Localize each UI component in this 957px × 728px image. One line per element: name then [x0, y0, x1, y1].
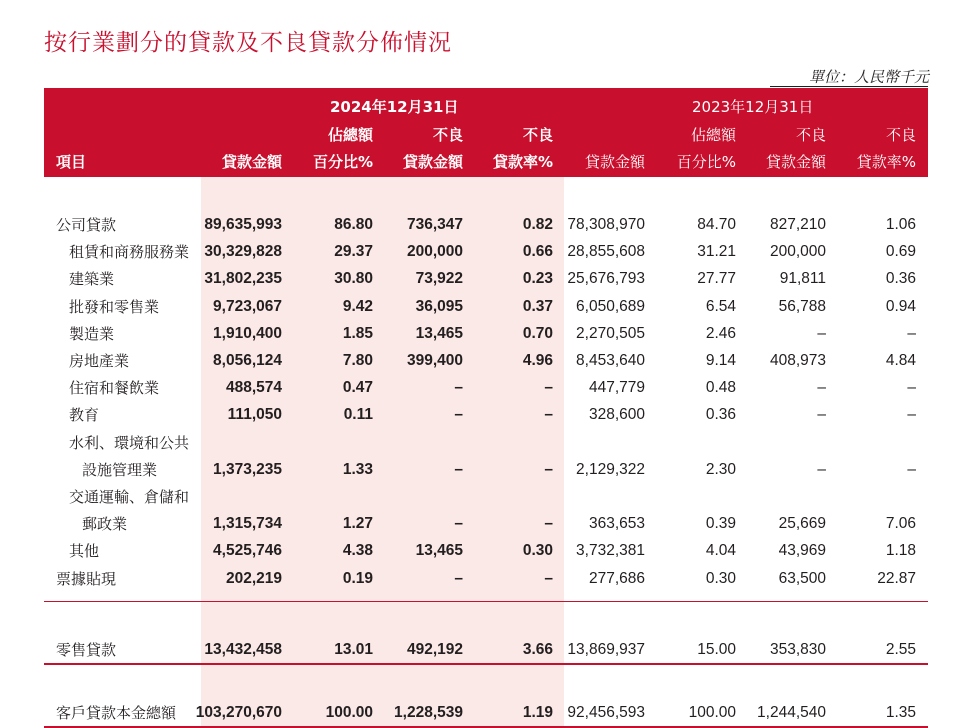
row-6-cell-5: 0.48 [705, 379, 736, 396]
row-11-cell-3: – [544, 515, 553, 532]
row-5-cell-5: 9.14 [705, 352, 736, 369]
retail-row-cell-7: 2.55 [885, 641, 916, 658]
row-12-cell-7: 1.18 [885, 542, 916, 559]
row-2-cell-3: 0.23 [522, 270, 553, 287]
retail-row-cell-5: 15.00 [697, 641, 736, 658]
row-7-cell-6: – [817, 406, 826, 423]
header-2024-col-2-line1: 不良 [432, 126, 463, 144]
row-2-cell-4: 25,676,793 [567, 270, 645, 287]
row-13-cell-4: 277,686 [588, 570, 645, 587]
row-13-cell-3: – [544, 570, 553, 587]
row-4-cell-5: 2.46 [705, 325, 736, 342]
row-12-cell-4: 3,732,381 [576, 542, 645, 559]
header-2024-col-1-line1: 佔總額 [327, 126, 373, 144]
total-row-cell-6: 1,244,540 [757, 704, 826, 721]
row-12-label: 其他 [69, 542, 100, 560]
row-0-cell-6: 827,210 [769, 216, 826, 233]
header-2023-col-0-line2: 貸款金額 [584, 153, 645, 171]
row-7-cell-4: 328,600 [588, 406, 645, 423]
header-2024-col-3-line1: 不良 [522, 126, 553, 144]
row-6-label: 住宿和餐飲業 [69, 379, 160, 397]
row-6-cell-3: – [544, 379, 553, 396]
row-9-cell-3: – [544, 461, 553, 478]
row-9-cell-4: 2,129,322 [576, 461, 645, 478]
row-5-cell-0: 8,056,124 [213, 352, 282, 369]
total-row-cell-7: 1.35 [885, 704, 916, 721]
row-1-cell-7: 0.69 [885, 243, 916, 260]
row-11-cell-4: 363,653 [588, 515, 645, 532]
row-11-label: 郵政業 [82, 515, 128, 533]
row-12-cell-3: 0.30 [522, 542, 553, 559]
row-0-cell-7: 1.06 [885, 216, 916, 233]
row-9-cell-2: – [454, 461, 463, 478]
row-5-cell-6: 408,973 [769, 352, 826, 369]
row-6-cell-1: 0.47 [342, 379, 373, 396]
row-2-label: 建築業 [69, 270, 115, 288]
row-11-cell-0: 1,315,734 [213, 515, 282, 532]
row-7-cell-0: 111,050 [227, 406, 282, 423]
row-13-cell-1: 0.19 [342, 570, 373, 587]
retail-row-cell-3: 3.66 [522, 641, 553, 658]
row-7-label: 教育 [69, 406, 100, 424]
total-row-cell-0: 103,270,670 [195, 704, 282, 721]
total-row-label: 客戶貸款本金總額 [56, 704, 177, 722]
row-5-cell-2: 399,400 [406, 352, 463, 369]
row-13-cell-6: 63,500 [778, 570, 826, 587]
page-title: 按行業劃分的貸款及不良貸款分佈情況 [44, 30, 452, 56]
row-9-label: 設施管理業 [82, 461, 158, 479]
header-2024-col-2-line2: 貸款金額 [402, 153, 463, 171]
row-10-label: 交通運輸、倉儲和 [69, 488, 190, 506]
header-2023-col-2-line2: 貸款金額 [765, 153, 826, 171]
total-row-cell-4: 92,456,593 [567, 704, 645, 721]
row-2-cell-5: 27.77 [697, 270, 736, 287]
row-0-cell-3: 0.82 [522, 216, 553, 233]
row-13-cell-5: 0.30 [705, 570, 736, 587]
row-2-cell-6: 91,811 [779, 270, 826, 287]
row-1-cell-4: 28,855,608 [567, 243, 645, 260]
row-0-cell-4: 78,308,970 [567, 216, 645, 233]
row-4-cell-1: 1.85 [342, 325, 373, 342]
row-2-cell-0: 31,802,235 [204, 270, 282, 287]
rule-after-discount [44, 601, 928, 602]
row-4-cell-2: 13,465 [415, 325, 463, 342]
retail-row-cell-4: 13,869,937 [567, 641, 645, 658]
unit-note: 單位：人民幣千元 [808, 68, 929, 86]
row-6-cell-6: – [817, 379, 826, 396]
retail-row-cell-0: 13,432,458 [204, 641, 282, 658]
row-1-cell-1: 29.37 [334, 243, 373, 260]
row-4-label: 製造業 [69, 325, 115, 343]
row-0-cell-1: 86.80 [334, 216, 373, 233]
row-12-cell-5: 4.04 [705, 542, 736, 559]
row-7-cell-3: – [544, 406, 553, 423]
row-2-cell-7: 0.36 [885, 270, 916, 287]
row-3-cell-2: 36,095 [415, 298, 463, 315]
row-13-label: 票據貼現 [56, 570, 117, 588]
row-12-cell-0: 4,525,746 [213, 542, 282, 559]
row-1-cell-0: 30,329,828 [204, 243, 282, 260]
row-3-cell-0: 9,723,067 [213, 298, 282, 315]
row-12-cell-6: 43,969 [778, 542, 826, 559]
row-11-cell-7: 7.06 [885, 515, 916, 532]
header-period-2023: 2023年12月31日 [692, 98, 814, 116]
row-6-cell-7: – [907, 379, 916, 396]
total-row-cell-3: 1.19 [522, 704, 553, 721]
header-2023-col-3-line1: 不良 [885, 126, 916, 144]
row-7-cell-5: 0.36 [705, 406, 736, 423]
row-5-cell-3: 4.96 [522, 352, 553, 369]
row-9-cell-6: – [817, 461, 826, 478]
row-3-cell-3: 0.37 [522, 298, 553, 315]
row-4-cell-4: 2,270,505 [576, 325, 645, 342]
row-1-label: 租賃和商務服務業 [69, 243, 190, 261]
row-3-label: 批發和零售業 [69, 298, 160, 316]
retail-row-label: 零售貸款 [56, 641, 117, 659]
header-2023-col-1-line2: 百分比% [676, 153, 736, 171]
header-2023-col-3-line2: 貸款率% [856, 153, 916, 171]
row-9-cell-1: 1.33 [342, 461, 373, 478]
row-6-cell-2: – [454, 379, 463, 396]
row-11-cell-5: 0.39 [705, 515, 736, 532]
header-item-label: 項目 [56, 153, 87, 171]
row-11-cell-1: 1.27 [342, 515, 373, 532]
row-13-cell-0: 202,219 [225, 570, 282, 587]
row-7-cell-2: – [454, 406, 463, 423]
row-2-cell-1: 30.80 [334, 270, 373, 287]
row-1-cell-6: 200,000 [769, 243, 826, 260]
total-row-cell-1: 100.00 [325, 704, 373, 721]
row-8-label: 水利、環境和公共 [69, 434, 190, 452]
row-5-cell-7: 4.84 [885, 352, 916, 369]
row-4-cell-6: – [817, 325, 826, 342]
row-5-cell-4: 8,453,640 [576, 352, 645, 369]
retail-row-cell-6: 353,830 [769, 641, 826, 658]
row-3-cell-5: 6.54 [705, 298, 736, 315]
rule-after-retail [44, 663, 928, 665]
retail-row-cell-1: 13.01 [334, 641, 373, 658]
row-11-cell-2: – [454, 515, 463, 532]
row-7-cell-1: 0.11 [343, 406, 373, 423]
row-3-cell-6: 56,788 [778, 298, 826, 315]
row-2-cell-2: 73,922 [415, 270, 463, 287]
row-4-cell-3: 0.70 [522, 325, 553, 342]
row-12-cell-1: 4.38 [342, 542, 373, 559]
row-6-cell-4: 447,779 [588, 379, 645, 396]
header-2023-col-2-line1: 不良 [795, 126, 826, 144]
row-5-label: 房地產業 [69, 352, 130, 370]
row-3-cell-1: 9.42 [342, 298, 373, 315]
total-row-cell-2: 1,228,539 [394, 704, 463, 721]
row-9-cell-0: 1,373,235 [213, 461, 282, 478]
row-13-cell-2: – [454, 570, 463, 587]
row-4-cell-7: – [907, 325, 916, 342]
header-2024-col-1-line2: 百分比% [312, 153, 373, 171]
row-6-cell-0: 488,574 [225, 379, 282, 396]
row-9-cell-5: 2.30 [705, 461, 736, 478]
row-11-cell-6: 25,669 [778, 515, 826, 532]
row-9-cell-7: – [907, 461, 916, 478]
header-2023-col-1-line1: 佔總額 [690, 126, 736, 144]
row-0-cell-0: 89,635,993 [204, 216, 282, 233]
row-0-cell-2: 736,347 [406, 216, 463, 233]
header-2024-col-3-line2: 貸款率% [492, 153, 553, 171]
row-1-cell-3: 0.66 [522, 243, 553, 260]
row-4-cell-0: 1,910,400 [213, 325, 282, 342]
header-period-2024: 2024年12月31日 [330, 98, 459, 116]
row-5-cell-1: 7.80 [342, 352, 373, 369]
retail-row-cell-2: 492,192 [406, 641, 463, 658]
row-1-cell-2: 200,000 [406, 243, 463, 260]
row-1-cell-5: 31.21 [697, 243, 736, 260]
row-3-cell-4: 6,050,689 [576, 298, 645, 315]
unit-underline [770, 86, 928, 87]
row-7-cell-7: – [907, 406, 916, 423]
row-0-label: 公司貸款 [56, 216, 117, 234]
header-2024-col-0-line2: 貸款金額 [221, 153, 282, 171]
total-row-cell-5: 100.00 [688, 704, 736, 721]
row-12-cell-2: 13,465 [415, 542, 463, 559]
row-13-cell-7: 22.87 [877, 570, 916, 587]
row-3-cell-7: 0.94 [885, 298, 916, 315]
row-0-cell-5: 84.70 [697, 216, 736, 233]
